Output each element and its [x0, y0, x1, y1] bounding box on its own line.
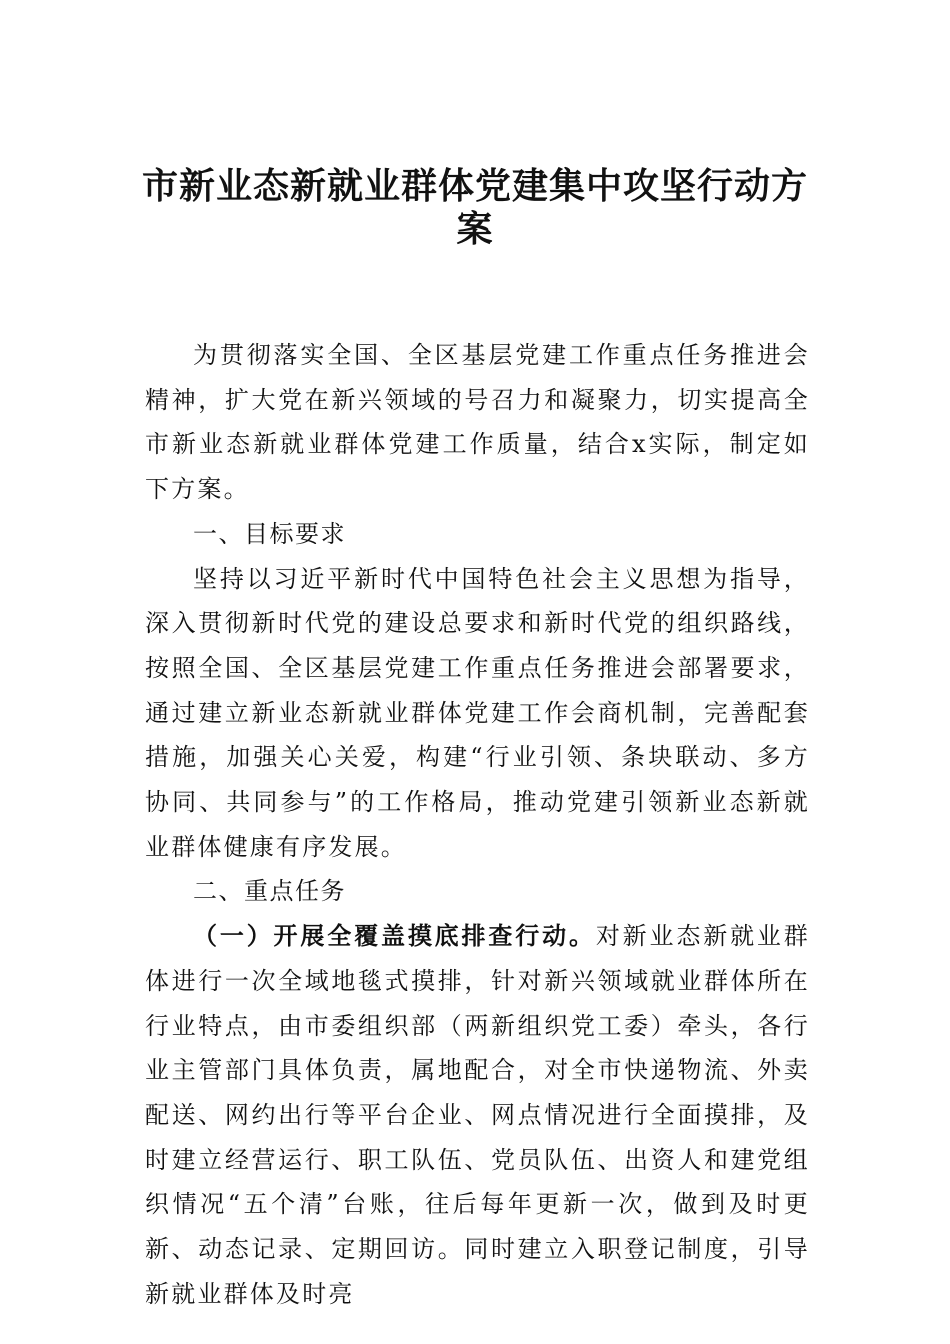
section-heading-goals: 一、目标要求: [193, 519, 346, 548]
goals-paragraph: 坚持以习近平新时代中国特色社会主义思想为指导，深入贯彻新时代党的建设总要求和新时代党的组织路线，按照全国、全区基层党建工作重点任务推进会部署要求，通过建立新业态新就业群体党建工作会商机制，完善配套措施，加强关心关爱，构建“行业引领、条块联动、多方协同、共同参与”的工作格局，推动党建引领新业态新就业群体健康有序发展。: [145, 564, 810, 861]
intro-paragraph: 为贯彻落实全国、全区基层党建工作重点任务推进会精神，扩大党在新兴领域的号召力和凝聚力，切实提高全市新业态新就业群体党建工作质量，结合x实际，制定如下方案。: [145, 341, 810, 504]
document-body: [145, 333, 810, 1316]
task-1-body: 对新业态新就业群体进行一次全域地毯式摸排，针对新兴领域就业群体所在行业特点，由市委组织部（两新组织党工委）牵头，各行业主管部门具体负责，属地配合，对全市快递物流、外卖配送、网约出行等平台企业、网点情况进行全面摸排，及时建立经营运行、职工队伍、党员队伍、出资人和建党组织情况“五个清”台账，往后每年更新一次，做到及时更新、动态记录、定期回访。同时建立入职登记制度，引导新就业群体及时亮: [145, 922, 810, 1308]
task-1-lead: （一）开展全覆盖摸底排查行动。: [193, 921, 596, 951]
task-1-paragraph: [145, 914, 810, 1316]
section-heading-tasks: 二、重点任务: [193, 877, 346, 906]
document-title-line-2: 案: [456, 208, 494, 250]
document-title-line-1: 市新业态新就业群体党建集中攻坚行动方: [141, 165, 808, 207]
